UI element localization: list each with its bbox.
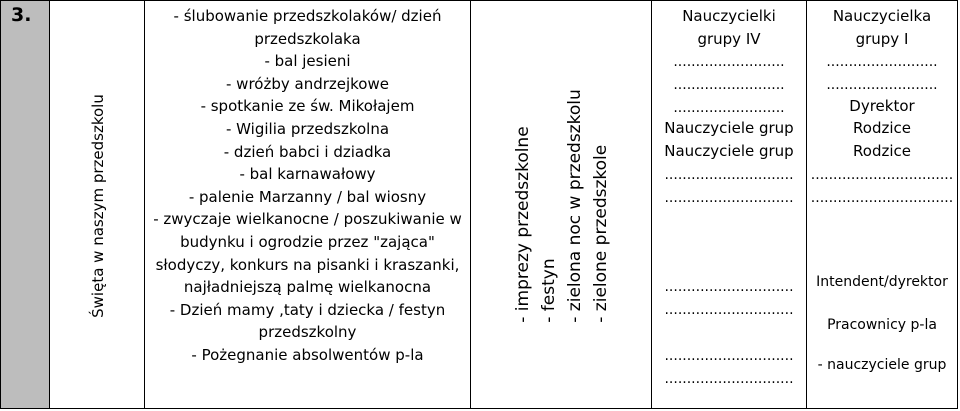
group4-placeholder: .........................	[673, 100, 785, 116]
group4-teachers: Nauczyciele grup	[664, 119, 794, 137]
group1-teachers: - nauczyciele grup	[817, 357, 947, 373]
group4-placeholder: .............................	[664, 302, 794, 318]
group4-teachers: Nauczyciele grup	[664, 142, 794, 160]
category-label: Święta w naszym przedszkolu	[88, 93, 107, 318]
group1-placeholder: ................................	[810, 167, 954, 183]
group1-heading-line1: Nauczycielka	[832, 7, 932, 25]
group1-placeholder: .........................	[826, 54, 938, 70]
event-line: - Dzień mamy ,taty i dziecka / festyn	[169, 300, 446, 319]
row-number: 3.	[11, 4, 32, 26]
event-line: przedszkolny	[258, 323, 357, 342]
group1-intendent: Intendent/dyrektor	[816, 274, 948, 290]
group4-placeholder: .............................	[664, 371, 794, 387]
event-line: - wróżby andrzejkowe	[226, 74, 389, 93]
group1-placeholder: .........................	[826, 77, 938, 93]
event-line: - zwyczaje wielkanocne / poszukiwanie w	[153, 210, 462, 229]
events-cell	[145, 1, 471, 408]
group4-placeholder: .........................	[673, 77, 785, 93]
group1-parents: Rodzice	[853, 142, 911, 160]
forms-list	[510, 89, 614, 322]
event-line: - palenie Marzanny / bal wiosny	[188, 187, 427, 206]
group1-director: Dyrektor	[849, 97, 915, 115]
category-cell	[50, 1, 145, 408]
row-number-cell	[1, 1, 50, 408]
form-line: - zielona noc w przedszkolu	[564, 88, 585, 323]
group1-placeholder: ................................	[810, 190, 954, 206]
event-line: - bal karnawałowy	[239, 165, 376, 184]
event-line: - spotkanie ze św. Mikołajem	[200, 97, 415, 116]
group4-placeholder: .........................	[673, 54, 785, 70]
group4-placeholder: .............................	[664, 190, 794, 206]
group4-placeholder: .............................	[664, 167, 794, 183]
group4-responsible-cell	[652, 1, 807, 408]
group4-placeholder: .............................	[664, 348, 794, 364]
event-line: - dzień babci i dziadka	[223, 142, 392, 161]
group4-placeholder: .............................	[664, 279, 794, 295]
event-line: przedszkolaka	[254, 29, 361, 48]
events-list	[145, 5, 470, 367]
event-line: słodyczy, konkurs na pisanki i kraszanki,	[155, 255, 460, 274]
group1-parents: Rodzice	[853, 119, 911, 137]
form-line: - festyn	[538, 257, 559, 323]
event-line: budynku i ogrodzie przez "zająca"	[180, 232, 435, 251]
event-line: - Wigilia przedszkolna	[225, 119, 390, 138]
event-line: - ślubowanie przedszkolaków/ dzień	[173, 7, 442, 25]
forms-cell	[471, 1, 652, 408]
event-line: - Pożegnanie absolwentów p-la	[191, 345, 424, 364]
form-line: - imprezy przedszkolne	[512, 125, 533, 323]
event-line: najładniejszą palmę wielkanocna	[183, 278, 432, 297]
group4-heading-line1: Nauczycielki	[682, 7, 776, 25]
group1-responsible-cell	[807, 1, 957, 408]
group4-heading-line2: grupy IV	[697, 30, 761, 48]
group1-heading-line2: grupy I	[855, 30, 909, 48]
event-line: - bal jesieni	[264, 52, 351, 71]
form-line: - zielone przedszkole	[590, 144, 611, 323]
group1-staff: Pracownicy p-la	[827, 317, 937, 333]
